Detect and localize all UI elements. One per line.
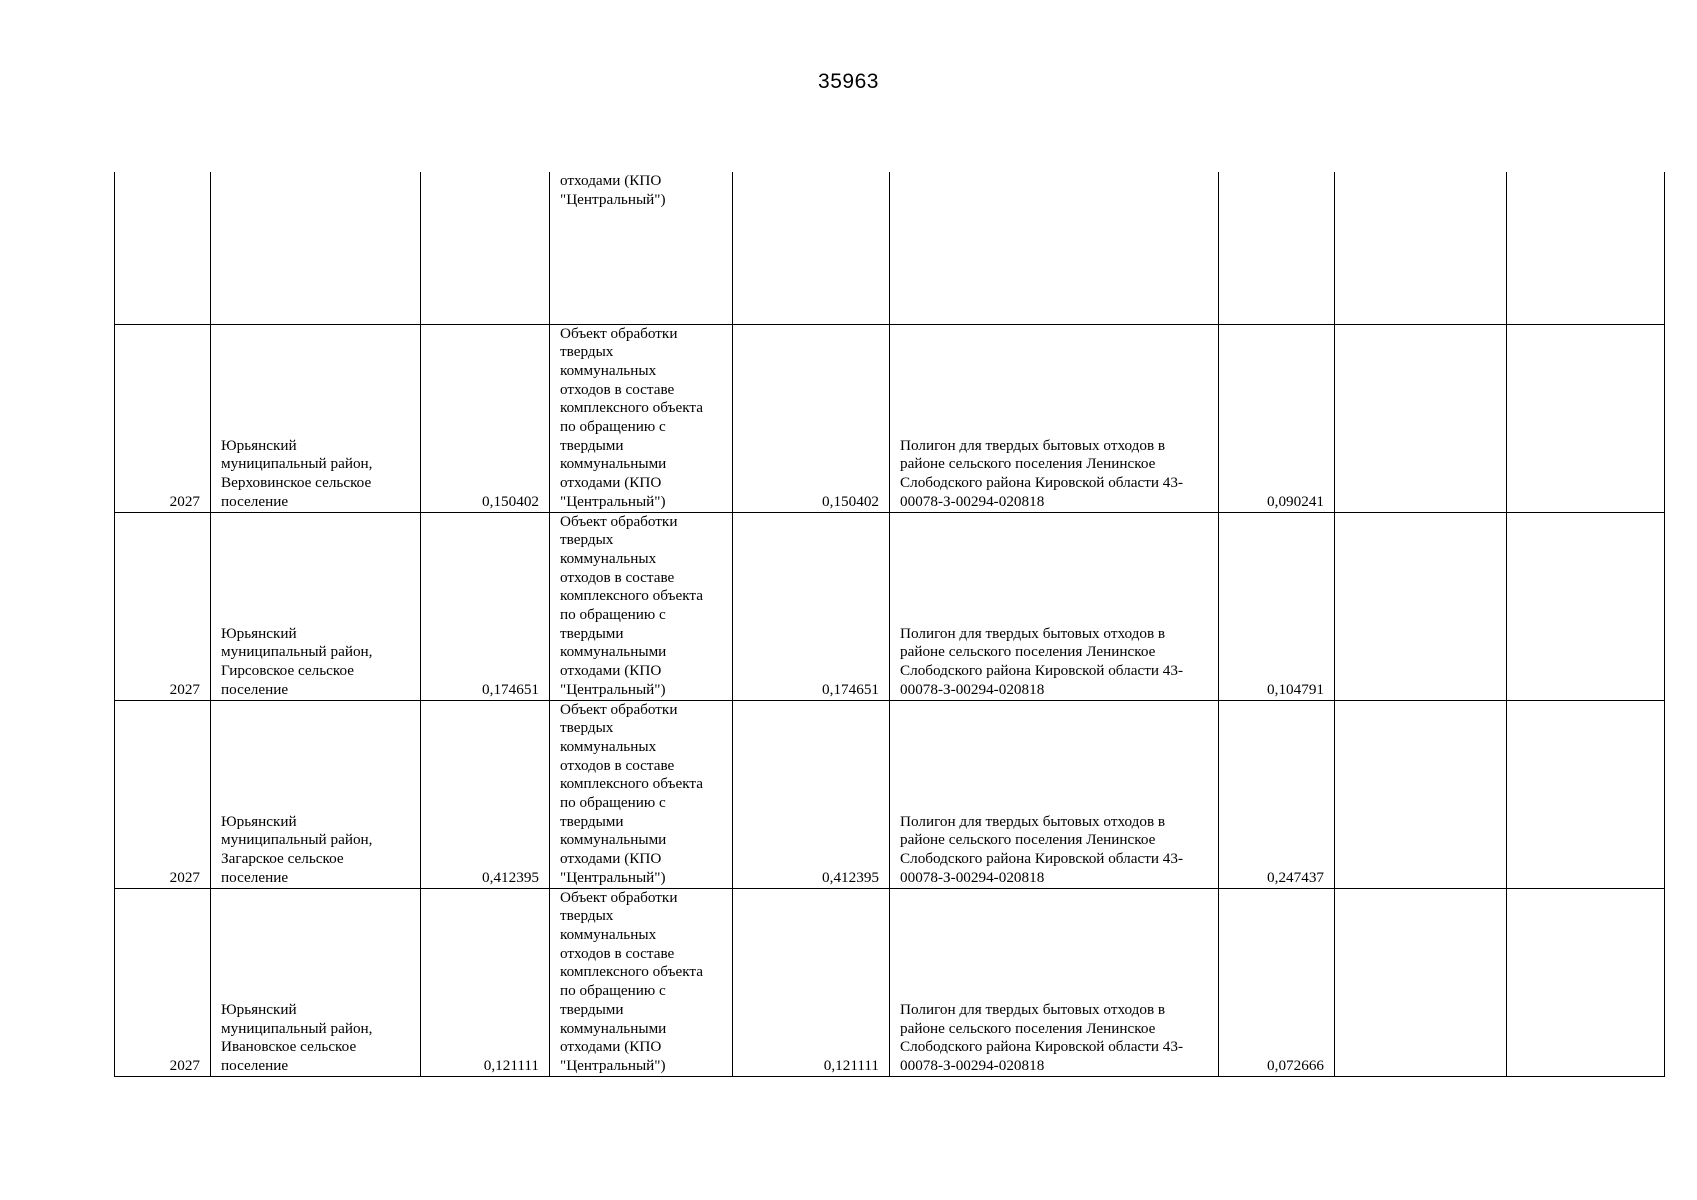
cell-extra-2 xyxy=(1507,172,1665,324)
table-row xyxy=(115,324,1665,512)
table-row xyxy=(115,700,1665,888)
cell-extra-2 xyxy=(1507,324,1665,512)
cell-object: отходами (КПО "Центральный") xyxy=(550,172,733,324)
cell-year: 2027 xyxy=(115,324,211,512)
cell-mass: 0,412395 xyxy=(421,700,550,888)
cell-mass-landfill: 0,104791 xyxy=(1219,512,1335,700)
cell-municipality: Юрьянский муниципальный район, Гирсовское сельское поселение xyxy=(211,512,421,700)
cell-municipality: Юрьянский муниципальный район, Верховинское сельское поселение xyxy=(211,324,421,512)
cell-year: 2027 xyxy=(115,888,211,1076)
cell-municipality: Юрьянский муниципальный район, Ивановское сельское поселение xyxy=(211,888,421,1076)
cell-year: 2027 xyxy=(115,512,211,700)
cell-object: Объект обработки твердых коммунальных отходов в составе комплексного объекта по обращению с твердыми коммунальными отходами (КПО "Центральный") xyxy=(550,324,733,512)
cell-year xyxy=(115,172,211,324)
cell-mass-landfill xyxy=(1219,172,1335,324)
cell-mass-landfill: 0,247437 xyxy=(1219,700,1335,888)
cell-year: 2027 xyxy=(115,700,211,888)
cell-landfill: Полигон для твердых бытовых отходов в районе сельского поселения Ленинское Слободского района Кировской области 43- 00078-З-00294-020818 xyxy=(890,700,1219,888)
cell-extra-1 xyxy=(1335,888,1507,1076)
cell-landfill: Полигон для твердых бытовых отходов в районе сельского поселения Ленинское Слободского района Кировской области 43- 00078-З-00294-020818 xyxy=(890,888,1219,1076)
cell-mass-object xyxy=(733,172,890,324)
cell-extra-2 xyxy=(1507,512,1665,700)
waste-flow-table xyxy=(114,172,1665,1077)
table-row xyxy=(115,888,1665,1076)
table-row xyxy=(115,512,1665,700)
cell-extra-1 xyxy=(1335,700,1507,888)
cell-extra-2 xyxy=(1507,888,1665,1076)
cell-object: Объект обработки твердых коммунальных отходов в составе комплексного объекта по обращению с твердыми коммунальными отходами (КПО "Центральный") xyxy=(550,700,733,888)
cell-mass-object: 0,412395 xyxy=(733,700,890,888)
cell-landfill: Полигон для твердых бытовых отходов в районе сельского поселения Ленинское Слободского района Кировской области 43- 00078-З-00294-020818 xyxy=(890,324,1219,512)
cell-municipality xyxy=(211,172,421,324)
cell-extra-1 xyxy=(1335,324,1507,512)
cell-mass-landfill: 0,072666 xyxy=(1219,888,1335,1076)
cell-extra-1 xyxy=(1335,172,1507,324)
cell-mass-object: 0,174651 xyxy=(733,512,890,700)
cell-mass: 0,121111 xyxy=(421,888,550,1076)
cell-municipality: Юрьянский муниципальный район, Загарское сельское поселение xyxy=(211,700,421,888)
cell-object: Объект обработки твердых коммунальных отходов в составе комплексного объекта по обращению с твердыми коммунальными отходами (КПО "Центральный") xyxy=(550,888,733,1076)
cell-object: Объект обработки твердых коммунальных отходов в составе комплексного объекта по обращению с твердыми коммунальными отходами (КПО "Центральный") xyxy=(550,512,733,700)
cell-extra-1 xyxy=(1335,512,1507,700)
cell-mass: 0,150402 xyxy=(421,324,550,512)
cell-extra-2 xyxy=(1507,700,1665,888)
cell-mass xyxy=(421,172,550,324)
cell-mass-object: 0,150402 xyxy=(733,324,890,512)
cell-mass: 0,174651 xyxy=(421,512,550,700)
cell-mass-object: 0,121111 xyxy=(733,888,890,1076)
cell-landfill: Полигон для твердых бытовых отходов в районе сельского поселения Ленинское Слободского района Кировской области 43- 00078-З-00294-020818 xyxy=(890,512,1219,700)
table-row-continuation xyxy=(115,172,1665,324)
page-number: 35963 xyxy=(818,70,879,93)
cell-mass-landfill: 0,090241 xyxy=(1219,324,1335,512)
cell-landfill xyxy=(890,172,1219,324)
